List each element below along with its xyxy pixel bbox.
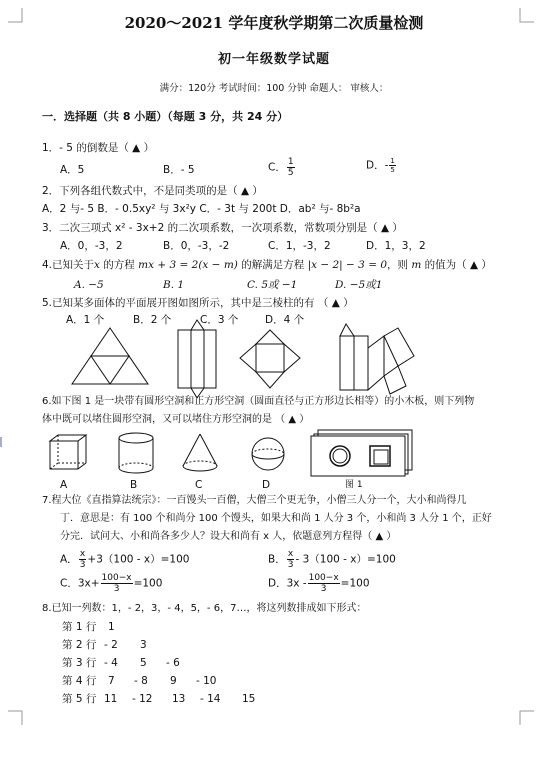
q5-option-c: C．3 个 [200,314,239,326]
q4-stem: 4.已知关于x 的方程 mx + 3 = 2(x − m) 的解满足方程 |x − 2| − 3 = 0，则 m 的值为（ ▲ ） [42,259,492,271]
exam-subtitle: 初一年级数学试题 [217,52,330,67]
q3-stem: 3．二次三项式 x² - 3x+2 的二次项系数，一次项系数，常数项分别是（ ▲ ） [42,222,403,234]
q8-row-value: 7 [108,675,115,687]
q3-option-d: D．1，3，2 [366,240,426,252]
q3-option-c: C．1，-3，2 [268,240,331,252]
q4-option-d: D. −5或1 [335,279,383,291]
q8-row-value: - 8 [134,675,148,687]
q8-stem: 8.已知一列数：1，- 2，3，- 4，5，- 6，7…，将这列数排成如下形式： [42,603,367,614]
q5-option-b: B．2 个 [133,314,172,326]
q6-stem-line1: 6.如下图 1 是一块带有圆形空洞和正方形空洞（圆面直径与正方形边长相等）的小木板，则下列物 [42,396,475,407]
q4-option-c: C. 5或 −1 [247,279,298,291]
q5-option-d: D．4 个 [265,314,305,326]
q8-row-value: 13 [172,693,186,705]
q7-option-d: D．3x - $\frac{100-x}{3}$ =100 [268,573,370,594]
q7-option-a: A． $\frac{x}{3}$ +3（100 - x）=100 [60,549,190,570]
q8-row-value: 3 [140,639,147,651]
q3-option-b: B．0，-3，-2 [163,240,230,252]
q2-options: A．2 与- 5 B．- 0.5xy² 与 3x²y C．- 3t 与 200t D．ab² 与- 8b²a [42,203,361,215]
q7-option-c: C．3x+ $\frac{100-x}{3}$ =100 [60,573,163,594]
net-trapezoid-figure [326,322,416,394]
q6-figure-caption: 图 1 [345,480,363,490]
net-prism-figure [176,328,220,390]
q6-board-figure [310,428,414,478]
q3-option-a: A．0，-3，2 [60,240,123,252]
q7-stem-line1: 7.程大位《直指算法统宗》：一百馒头一百僧，大僧三个更无争，小僧三人分一个，大小和尚得几 [42,495,467,506]
q6-cylinder-figure [116,432,156,474]
q6-cube-figure [48,433,88,473]
exam-title: 2020～2021 学年度秋学期第二次质量检测 [124,14,424,32]
q8-row-value: - 4 [104,657,118,669]
q7-stem-line2: 丁．意思是：有 100 个和尚分 100 个馒头，如果大和尚 1 人分 3 个，小和尚 3 人分 1 个，正好 [60,513,492,524]
q2-stem: 2．下列各组代数式中，不是同类项的是（ ▲ ） [42,185,263,197]
exam-meta: 满分：120分 考试时间：100 分钟 命题人： 审核人： [159,83,389,94]
q6-label-c: C [195,479,203,491]
net-square-figure [238,328,302,390]
q8-row-label: 第 2 行 [62,639,97,651]
q6-stem-line2: 体中既可以堵住圆形空洞，又可以堵住方形空洞的是 （ ▲ ） [42,414,310,425]
q1-option-a: A．5 [60,164,85,176]
q6-cone-figure [180,432,220,474]
q8-row-value: 15 [242,693,256,705]
q8-row-value: - 14 [200,693,221,705]
q5-option-a: A．1 个 [66,314,105,326]
q8-row-value: - 10 [196,675,217,687]
q7-option-b: B． $\frac{x}{3}$ - 3（100 - x）=100 [268,549,396,570]
net-triangle-figure [70,326,150,386]
q7-stem-line3: 分完．试问大、小和尚各多少人？设大和尚有 x 人，依题意列方程得（ ▲ ） [60,531,397,542]
q8-row-label: 第 1 行 [62,621,97,633]
section-title: 一．选择题（共 8 小题）（每题 3 分，共 24 分） [42,110,289,123]
q6-sphere-figure [250,436,286,472]
q4-option-b: B. 1 [163,279,185,291]
q5-stem: 5.已知某多面体的平面展开图如图所示，其中是三棱柱的有 （ ▲ ） [42,297,354,309]
q8-row-label: 第 3 行 [62,657,97,669]
q8-row-value: - 12 [132,693,153,705]
q8-row-value: 5 [140,657,147,669]
q8-row-label: 第 5 行 [62,693,97,705]
q1-option-c: C． $\frac{1}{5}$ [268,157,294,178]
q1-option-d: D．- $\frac{1}{5}$ [366,157,395,174]
q8-row-value: 11 [104,693,118,705]
q8-row-value: 9 [170,675,177,687]
q4-option-a: A. −5 [74,279,104,291]
q8-row-value: - 6 [166,657,180,669]
q1-stem: 1．- 5 的倒数是（ ▲ ） [42,142,155,154]
q8-row-value: 1 [108,621,115,633]
q6-label-d: D [262,479,271,491]
q6-label-a: A [60,479,68,491]
q8-row-label: 第 4 行 [62,675,97,687]
page-side-marker [0,437,8,447]
q8-row-value: - 2 [104,639,118,651]
q6-label-b: B [130,479,138,491]
q1-option-b: B．- 5 [163,164,195,176]
